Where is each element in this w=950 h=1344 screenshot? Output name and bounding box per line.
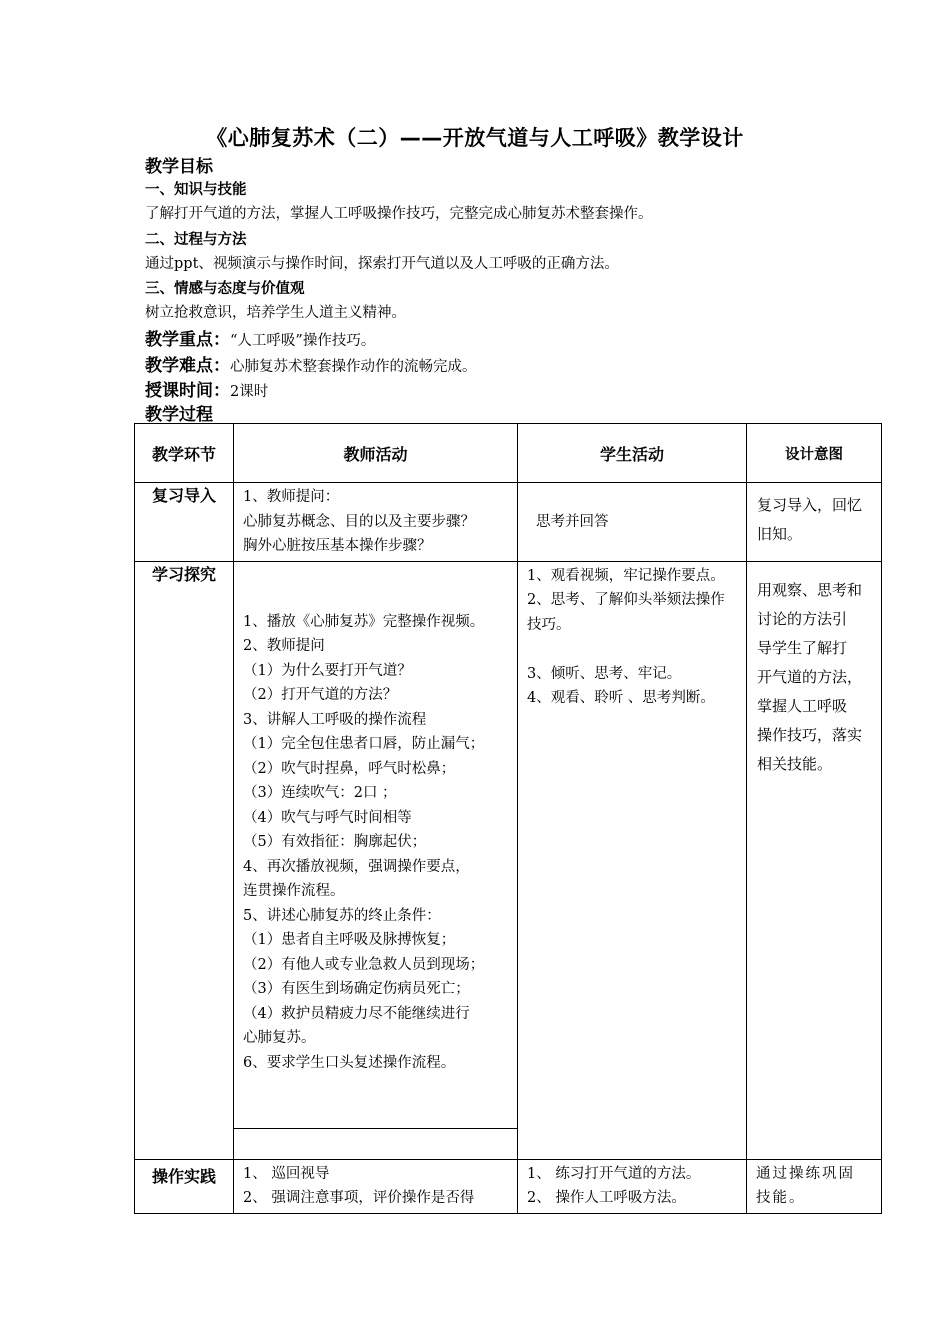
teacher-line: （2）有他人或专业急救人员到现场； — [243, 956, 485, 973]
intent-line: 开气道的方法， — [757, 667, 863, 686]
section-text-knowledge: 了解打开气道的方法，掌握人工呼吸操作技巧，完整完成心肺复苏术整套操作。 — [145, 206, 653, 222]
student-cell — [518, 1159, 747, 1213]
student-line: 技巧。 — [527, 616, 571, 633]
student-cell — [518, 483, 747, 562]
difficulty-value: 心肺复苏术整套操作动作的流畅完成。 — [230, 359, 477, 375]
teacher-line: 1、播放《心肺复苏》完整操作视频。 — [243, 613, 485, 630]
teacher-line: 1、教师提问： — [243, 489, 340, 505]
header-student: 学生活动 — [518, 424, 747, 483]
intent-line: 用观察、思考和 — [757, 580, 863, 599]
teacher-cell — [234, 561, 518, 1159]
teacher-line: 胸外心脏按压基本操作步骤？ — [243, 538, 432, 554]
stage-cell: 学习探究 — [135, 561, 234, 1159]
intent-line: 旧知。 — [757, 525, 803, 543]
teacher-line: （5）有效指征：胸廓起伏； — [243, 834, 427, 850]
intent-line: 导学生了解打 — [757, 638, 848, 657]
intent-line: 复习导入，回忆 — [757, 496, 863, 514]
teacher-cell — [234, 483, 518, 562]
teacher-line: （4）救护员精疲力尽不能继续进行 — [243, 1005, 470, 1022]
student-line: 1、观看视频，牢记操作要点。 — [527, 567, 725, 584]
teacher-line: 4、再次播放视频，强调操作要点， — [243, 858, 470, 875]
process-heading: 教学过程 — [145, 405, 213, 425]
teacher-line: （3）连续吹气：2口 ； — [243, 785, 397, 801]
intent-line: 技能。 — [756, 1190, 806, 1206]
intent-line: 通过操练巩固 — [756, 1165, 855, 1182]
key-point-label: 教学重点： — [145, 330, 230, 350]
intent-line: 相关技能。 — [757, 754, 833, 773]
student-line: 2、 操作人工呼吸方法。 — [527, 1190, 686, 1206]
header-teacher: 教师活动 — [234, 424, 518, 483]
section-heading-attitude: 三、情感与态度与价值观 — [145, 281, 305, 297]
document-title: 《心肺复苏术（二）——开放气道与人工呼吸》教学设计 — [206, 126, 744, 150]
student-line: 3、倾听、思考、牢记。 — [527, 665, 682, 682]
table-row — [135, 1159, 882, 1213]
teacher-line: 心肺复苏。 — [243, 1030, 316, 1046]
intent-cell — [747, 561, 882, 1159]
teacher-line: 2、 强调注意事项，评价操作是否得 — [243, 1190, 475, 1206]
teacher-line: （2）吹气时捏鼻，呼气时松鼻； — [243, 760, 456, 777]
intent-line: 讨论的方法引 — [757, 609, 848, 628]
key-point-value: “人工呼吸”操作技巧。 — [230, 333, 376, 349]
header-intent: 设计意图 — [747, 424, 882, 483]
student-line: 4、观看、聆听 、思考判断。 — [527, 690, 715, 706]
table-header-row — [135, 424, 882, 483]
difficulty-label: 教学难点： — [145, 356, 230, 376]
student-cell — [518, 561, 747, 1159]
teacher-line: （1）完全包住患者口唇，防止漏气； — [243, 736, 485, 752]
stage-cell: 操作实践 — [135, 1159, 234, 1213]
difficulty-line — [145, 351, 477, 376]
teacher-line: 1、 巡回视导 — [243, 1165, 330, 1182]
intent-line: 掌握人工呼吸 — [757, 696, 848, 715]
teacher-line: 6、要求学生口头复述操作流程。 — [243, 1054, 456, 1071]
intent-cell — [747, 483, 882, 562]
section-heading-process: 二、过程与方法 — [145, 232, 247, 248]
class-time-line — [145, 376, 268, 401]
key-point-line — [145, 325, 375, 350]
teacher-line: 2、教师提问 — [243, 638, 325, 654]
teacher-line: 连贯操作流程。 — [243, 883, 345, 899]
stage-cell: 复习导入 — [135, 483, 234, 562]
student-line-blank — [527, 637, 740, 662]
teacher-line: 5、讲述心肺复苏的终止条件： — [243, 907, 441, 924]
intent-cell — [747, 1159, 882, 1213]
objectives-heading: 教学目标 — [145, 157, 213, 177]
lesson-process-table — [134, 423, 882, 1214]
class-time-label: 授课时间： — [145, 381, 230, 401]
section-heading-knowledge: 一、知识与技能 — [145, 182, 247, 198]
section-text-attitude: 树立抢救意识，培养学生人道主义精神。 — [145, 305, 406, 321]
teacher-cell-divider — [234, 1128, 517, 1159]
teacher-cell — [234, 1159, 518, 1213]
student-line: 思考并回答 — [536, 513, 609, 530]
student-line: 2、思考、了解仰头举颏法操作 — [527, 592, 725, 608]
teacher-line: （1）为什么要打开气道？ — [243, 662, 412, 679]
teacher-line: （4）吹气与呼气时间相等 — [243, 809, 412, 826]
intent-line: 操作技巧，落实 — [757, 725, 863, 744]
header-stage: 教学环节 — [135, 424, 234, 483]
class-time-value: 2课时 — [230, 384, 269, 400]
teacher-line: （1）患者自主呼吸及脉搏恢复； — [243, 932, 456, 948]
teacher-line: （3）有医生到场确定伤病员死亡； — [243, 981, 470, 997]
teacher-line: （2）打开气道的方法？ — [243, 687, 398, 703]
student-line: 1、 练习打开气道的方法。 — [527, 1165, 701, 1182]
teacher-line: 3、讲解人工呼吸的操作流程 — [243, 711, 427, 728]
table-row — [135, 483, 882, 562]
table-row — [135, 561, 882, 1159]
section-text-process: 通过ppt、视频演示与操作时间，探索打开气道以及人工呼吸的正确方法。 — [145, 256, 619, 272]
teacher-line: 心肺复苏概念、目的以及主要步骤？ — [243, 513, 475, 530]
